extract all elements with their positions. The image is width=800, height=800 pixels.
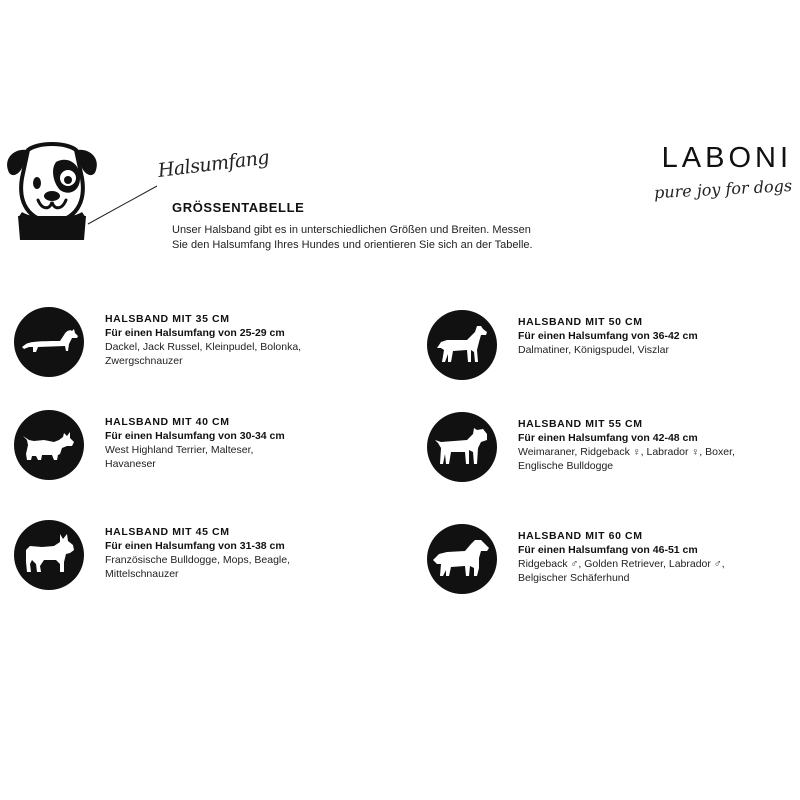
size-title: HALSBAND MIT 45 CM xyxy=(105,526,230,538)
size-range: Für einen Halsumfang von 46-51 cm xyxy=(518,544,698,556)
size-breeds-line-2: Englische Bulldogge xyxy=(518,460,614,472)
size-breeds-line-1: Weimaraner, Ridgeback ♀, Labrador ♀, Boxer, xyxy=(518,446,735,458)
dalmatian-icon xyxy=(427,310,497,380)
size-title: HALSBAND MIT 55 CM xyxy=(518,418,643,430)
size-breeds-line-2: Zwergschnauzer xyxy=(105,355,183,367)
size-title: HALSBAND MIT 35 CM xyxy=(105,313,230,325)
size-table-intro xyxy=(172,200,572,253)
brand-name: LABONI xyxy=(661,142,792,174)
intro-text-line-2: Sie den Halsumfang Ihres Hundes und orientieren Sie sich an der Tabelle. xyxy=(172,239,533,251)
intro-text-line-1: Unser Halsband gibt es in unterschiedlichen Größen und Breiten. Messen xyxy=(172,224,531,236)
size-range: Für einen Halsumfang von 42-48 cm xyxy=(518,432,698,444)
size-breeds-line-2: Belgischer Schäferhund xyxy=(518,572,630,584)
boxer-icon xyxy=(427,412,497,482)
size-entry-60cm xyxy=(427,524,797,614)
retriever-icon xyxy=(427,524,497,594)
size-range: Für einen Halsumfang von 30-34 cm xyxy=(105,430,285,442)
size-range: Für einen Halsumfang von 36-42 cm xyxy=(518,330,698,342)
size-range: Für einen Halsumfang von 31-38 cm xyxy=(105,540,285,552)
dachshund-icon xyxy=(14,307,84,377)
dog-face-icon xyxy=(4,140,100,244)
size-entry-55cm xyxy=(427,412,797,502)
size-entry-45cm xyxy=(14,520,384,610)
size-breeds-line-1: Französische Bulldogge, Mops, Beagle, xyxy=(105,554,291,566)
page-title: GRÖSSENTABELLE xyxy=(172,200,305,215)
neck-circumference-label: Halsumfang xyxy=(156,146,271,182)
dog-face-illustration xyxy=(4,140,100,244)
size-breeds-line-1: Ridgeback ♂, Golden Retriever, Labrador ♂, xyxy=(518,558,725,570)
size-breeds-line-2: Mittelschnauzer xyxy=(105,568,179,580)
size-breeds-line-1: Dackel, Jack Russel, Kleinpudel, Bolonka, xyxy=(105,341,302,353)
size-range: Für einen Halsumfang von 25-29 cm xyxy=(105,327,285,339)
size-title: HALSBAND MIT 50 CM xyxy=(518,316,643,328)
brand-logo xyxy=(592,142,793,203)
size-entry-35cm xyxy=(14,307,384,397)
size-title: HALSBAND MIT 60 CM xyxy=(518,530,643,542)
size-breeds-line-2: Havaneser xyxy=(105,458,156,470)
size-entry-40cm xyxy=(14,410,384,500)
bulldog-icon xyxy=(14,520,84,590)
size-breeds-line-1: West Highland Terrier, Malteser, xyxy=(105,444,254,456)
size-breeds-line-1: Dalmatiner, Königspudel, Viszlar xyxy=(518,344,669,356)
terrier-icon xyxy=(14,410,84,480)
size-entry-50cm xyxy=(427,310,797,400)
size-title: HALSBAND MIT 40 CM xyxy=(105,416,230,428)
brand-tagline: pure joy for dogs xyxy=(653,176,793,203)
